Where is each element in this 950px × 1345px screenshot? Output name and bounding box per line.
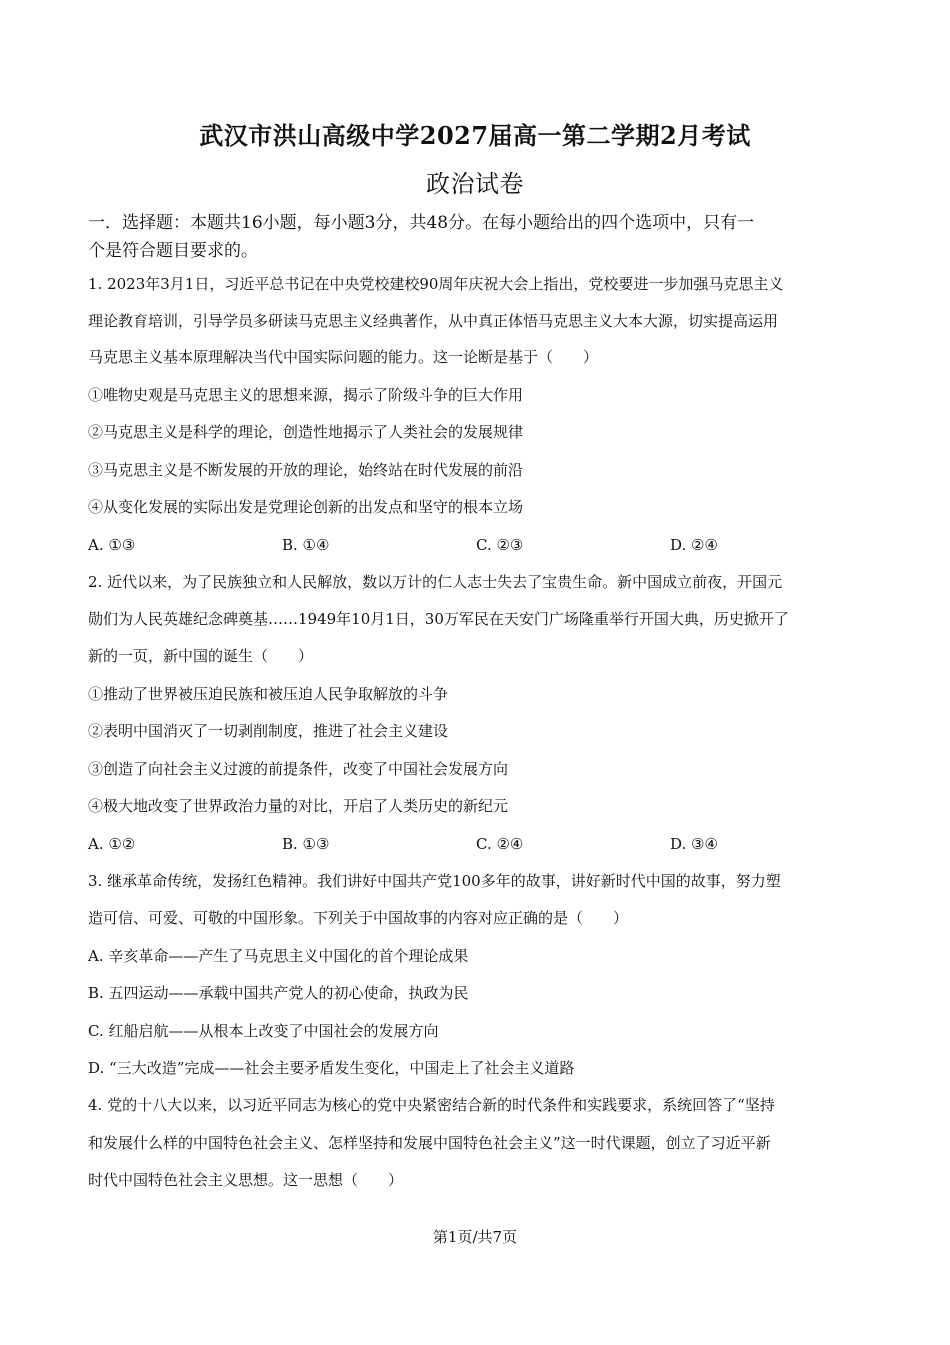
q2-stem-line-1: 2. 近代以来，为了民族独立和人民解放，数以万计的仁人志士失去了宝贵生命。新中国成立前夜，开国元 — [88, 573, 783, 591]
q3-stem-line-1: 3. 继承革命传统，发扬红色精神。我们讲好中国共产党100多年的故事，讲好新时代中国的故事，努力塑 — [88, 872, 781, 890]
q2-option-c: C. ②④ — [476, 835, 524, 853]
q3-choice-b: B. 五四运动——承载中国共产党人的初心使命，执政为民 — [88, 984, 469, 1002]
q1-item-3: ③马克思主义是不断发展的开放的理论，始终站在时代发展的前沿 — [88, 461, 524, 479]
section-instructions-line-1: 一．选择题：本题共16小题，每小题3分，共48分。在每小题给出的四个选项中，只有一 — [88, 213, 755, 233]
q2-item-3: ③创造了向社会主义过渡的前提条件，改变了中国社会发展方向 — [88, 760, 509, 778]
q2-item-2: ②表明中国消灭了一切剥削制度，推进了社会主义建设 — [88, 722, 449, 740]
q3-choice-a: A. 辛亥革命——产生了马克思主义中国化的首个理论成果 — [88, 947, 469, 965]
q1-stem-line-2: 理论教育培训，引导学员多研读马克思主义经典著作，从中真正体悟马克思主义大本大源，切实提高运用 — [88, 312, 779, 330]
q2-stem-line-2: 勋们为人民英雄纪念碑奠基……1949年10月1日，30万军民在天安门广场隆重举行开国大典，历史掀开了 — [88, 610, 789, 628]
q1-item-2: ②马克思主义是科学的理论，创造性地揭示了人类社会的发展规律 — [88, 423, 524, 441]
q1-option-b: B. ①④ — [282, 536, 330, 554]
q4-stem-line-2: 和发展什么样的中国特色社会主义、怎样坚持和发展中国特色社会主义”这一时代课题，创立了习近平新 — [88, 1134, 771, 1152]
q1-stem-line-3: 马克思主义基本原理解决当代中国实际问题的能力。这一论断是基于（ ） — [88, 348, 599, 366]
q4-stem-line-1: 4. 党的十八大以来，以习近平同志为核心的党中央紧密结合新的时代条件和实践要求，系统回答了“坚持 — [88, 1096, 775, 1114]
q2-option-b: B. ①③ — [282, 835, 330, 853]
q1-option-a: A. ①③ — [88, 536, 136, 554]
q3-stem-line-2: 造可信、可爱、可敬的中国形象。下列关于中国故事的内容对应正确的是（ ） — [88, 909, 629, 927]
q1-option-c: C. ②③ — [476, 536, 524, 554]
exam-title: 武汉市洪山高级中学2027届高一第二学期2月考试 — [199, 121, 751, 150]
page-number: 第1页/共7页 — [432, 1228, 518, 1246]
q2-item-4: ④极大地改变了世界政治力量的对比，开启了人类历史的新纪元 — [88, 797, 509, 815]
q1-item-1: ①唯物史观是马克思主义的思想来源，揭示了阶级斗争的巨大作用 — [88, 386, 524, 404]
q2-option-d: D. ③④ — [670, 835, 718, 853]
q2-stem-line-3: 新的一页，新中国的诞生（ ） — [88, 647, 314, 665]
section-instructions-line-2: 个是符合题目要求的。 — [88, 241, 258, 261]
q3-choice-d: D. “三大改造”完成——社会主要矛盾发生变化，中国走上了社会主义道路 — [88, 1059, 575, 1077]
exam-subtitle: 政治试卷 — [426, 170, 524, 198]
q1-stem-line-1: 1. 2023年3月1日，习近平总书记在中央党校建校90周年庆祝大会上指出，党校要进一步加强马克思主义 — [88, 275, 784, 293]
q3-choice-c: C. 红船启航——从根本上改变了中国社会的发展方向 — [88, 1022, 439, 1040]
q1-option-d: D. ②④ — [670, 536, 718, 554]
q4-stem-line-3: 时代中国特色社会主义思想。这一思想（ ） — [88, 1171, 404, 1189]
q2-option-a: A. ①② — [88, 835, 136, 853]
q2-item-1: ①推动了世界被压迫民族和被压迫人民争取解放的斗争 — [88, 685, 449, 703]
q1-item-4: ④从变化发展的实际出发是党理论创新的出发点和坚守的根本立场 — [88, 498, 524, 516]
